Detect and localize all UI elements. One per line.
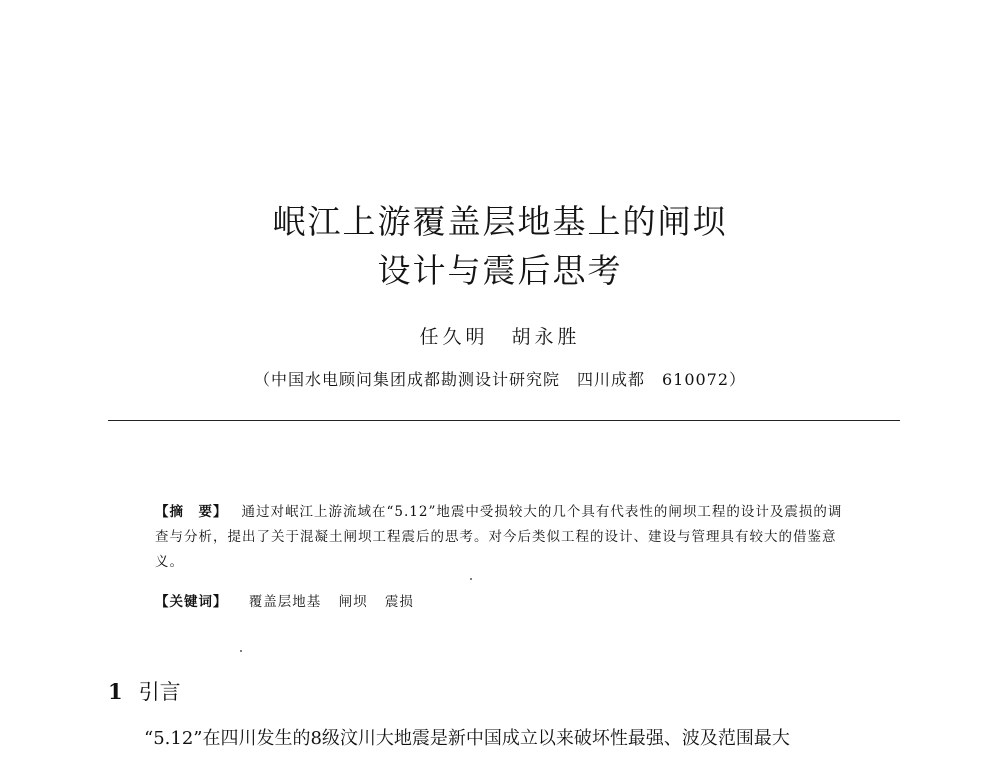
scan-speck	[240, 650, 242, 652]
authors: 任久明 胡永胜	[419, 326, 581, 348]
abstract-block	[155, 500, 855, 575]
paper-title-line-2: 设计与震后思考	[377, 251, 623, 290]
keywords-block	[155, 590, 855, 610]
section-title: 引言	[138, 680, 181, 704]
scan-speck	[470, 578, 472, 580]
affiliation: （中国水电顾问集团成都勘测设计研究院 四川成都 610072）	[253, 370, 747, 389]
keyword-1: 覆盖层地基	[248, 594, 322, 610]
header-divider	[108, 420, 900, 421]
body-paragraph-1: “5.12”在四川发生的8级汶川大地震是新中国成立以来破坏性最强、波及范围最大	[144, 728, 790, 749]
section-heading-intro	[108, 676, 181, 706]
keyword-2: 闸坝	[338, 594, 368, 610]
keyword-3: 震损	[384, 594, 414, 610]
keywords-label: 【关键词】	[155, 594, 228, 610]
abstract-text: 通过对岷江上游流域在“5.12”地震中受损较大的几个具有代表性的闸坝工程的设计及震损的调查与分析，提出了关于混凝土闸坝工程震后的思考。对今后类似工程的设计、建设与管理具有较大的借鉴意义。	[155, 504, 843, 570]
abstract-label: 【摘 要】	[155, 504, 228, 520]
section-number: 1	[108, 679, 123, 704]
paper-title-line-1: 岷江上游覆盖层地基上的闸坝	[272, 202, 728, 241]
